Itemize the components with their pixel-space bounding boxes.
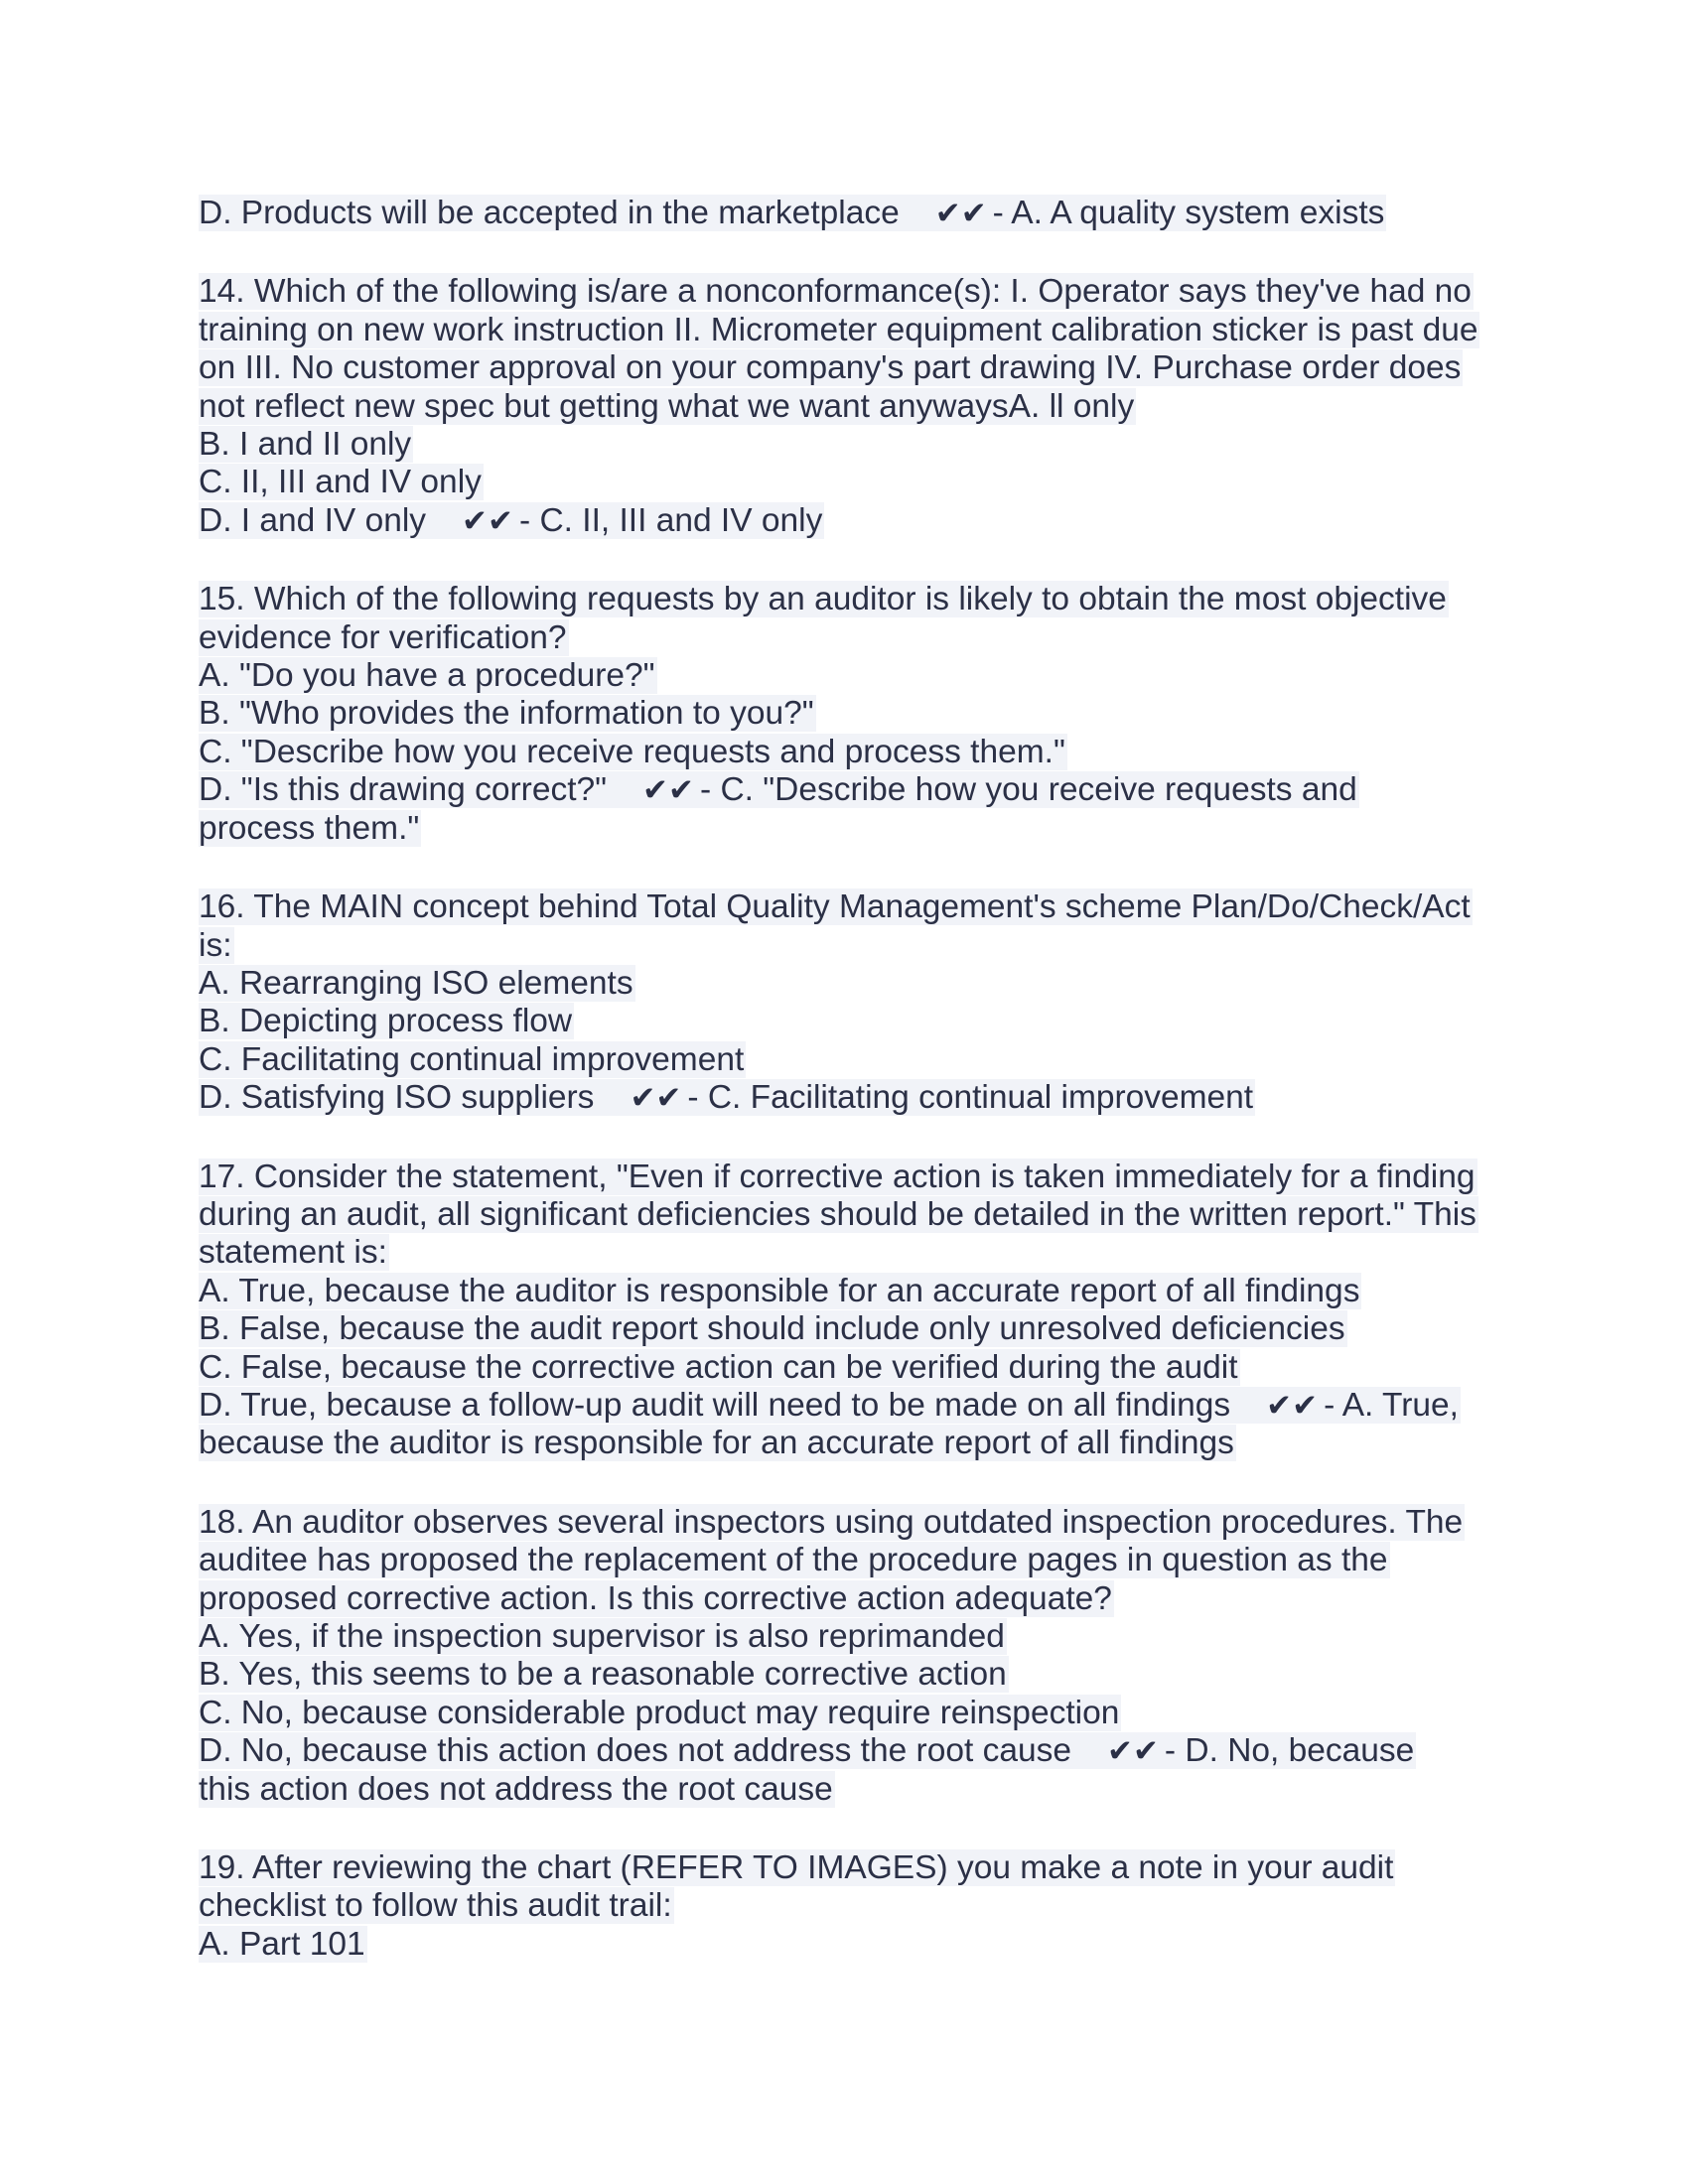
q18-answer: - D. No, because	[1164, 1732, 1415, 1770]
q14-option-d-line	[199, 502, 1489, 540]
q18-option-d: D. No, because this action does not address the root cause	[199, 1732, 1071, 1770]
q15-option-a: A. "Do you have a procedure?"	[199, 657, 655, 695]
q15-option-d: D. "Is this drawing correct?"	[199, 771, 608, 809]
q14-stem-line-4: not reflect new spec but getting what we want anywaysA. ll only	[199, 387, 1135, 425]
q14-answer: - C. II, III and IV only	[519, 501, 823, 539]
q13-answer: - A. A quality system exists	[992, 195, 1385, 231]
q17-option-d: D. True, because a follow-up audit will need to be made on all findings	[199, 1386, 1231, 1424]
document-page	[199, 195, 1489, 1964]
q13-option-d: D. Products will be accepted in the marketplace	[199, 195, 900, 231]
q15-answer: - C. "Describe how you receive requests and	[699, 771, 1357, 809]
double-check-icon: ✔✔	[1266, 1387, 1319, 1424]
q17-option-a: A. True, because the auditor is responsible for an accurate report of all findings	[199, 1272, 1360, 1309]
double-check-icon: ✔✔	[642, 772, 694, 809]
q14-option-c: C. II, III and IV only	[199, 464, 482, 501]
q18-stem-line-3: proposed corrective action. Is this corrective action adequate?	[199, 1579, 1112, 1617]
q16-answer: - C. Facilitating continual improvement	[687, 1079, 1254, 1117]
q15-stem-line-1: 15. Which of the following requests by an auditor is likely to obtain the most objective	[199, 581, 1447, 618]
q18-option-a: A. Yes, if the inspection supervisor is also reprimanded	[199, 1618, 1005, 1655]
q18-option-d-line	[199, 1732, 1489, 1770]
double-check-icon: ✔✔	[1106, 1733, 1159, 1770]
double-check-icon: ✔✔	[462, 502, 513, 539]
q14-option-b: B. I and II only	[199, 426, 412, 464]
q15-option-c: C. "Describe how you receive requests and process them."	[199, 733, 1065, 770]
q14-option-d: D. I and IV only	[199, 501, 427, 539]
q17-option-d-line	[199, 1387, 1489, 1425]
q16-stem-line-1: 16. The MAIN concept behind Total Quality Management's scheme Plan/Do/Check/Act	[199, 888, 1471, 926]
double-check-icon: ✔✔	[934, 196, 987, 231]
q18-stem-line-2: auditee has proposed the replacement of the procedure pages in question as the	[199, 1542, 1388, 1579]
q18-answer-cont: this action does not address the root cause	[199, 1770, 833, 1808]
q15-stem-line-2: evidence for verification?	[199, 618, 567, 656]
q16-option-c: C. Facilitating continual improvement	[199, 1040, 745, 1078]
q14-stem-line-3: on III. No customer approval on your company's part drawing IV. Purchase order does	[199, 349, 1462, 387]
q18-stem-line-1: 18. An auditor observes several inspectors using outdated inspection procedures. The	[199, 1503, 1464, 1541]
q19-stem-line-2: checklist to follow this audit trail:	[199, 1887, 672, 1925]
q17-stem-line-2: during an audit, all significant deficiencies should be detailed in the written report." This	[199, 1195, 1477, 1233]
q19-option-a: A. Part 101	[199, 1925, 365, 1963]
q18-option-c: C. No, because considerable product may require reinspection	[199, 1694, 1120, 1731]
q17-answer: - A. True,	[1324, 1386, 1459, 1424]
q16-option-d: D. Satisfying ISO suppliers	[199, 1079, 595, 1117]
q15-option-d-line	[199, 771, 1489, 809]
q16-stem-line-2: is:	[199, 926, 232, 964]
q16-option-b: B. Depicting process flow	[199, 1003, 573, 1040]
q15-option-b: B. "Who provides the information to you?"	[199, 695, 814, 733]
q17-option-b: B. False, because the audit report should include only unresolved deficiencies	[199, 1310, 1345, 1348]
q16-option-d-line	[199, 1079, 1489, 1117]
q14-stem-line-1: 14. Which of the following is/are a nonconformance(s): I. Operator says they've had no	[199, 273, 1472, 311]
q17-option-c: C. False, because the corrective action can be verified during the audit	[199, 1348, 1238, 1386]
q17-stem-line-1: 17. Consider the statement, "Even if corrective action is taken immediately for a finding	[199, 1158, 1476, 1195]
q17-stem-line-3: statement is:	[199, 1234, 387, 1272]
q13-option-d-line	[199, 195, 1489, 232]
q14-stem-line-2: training on new work instruction II. Micrometer equipment calibration sticker is past due	[199, 311, 1478, 348]
q16-option-a: A. Rearranging ISO elements	[199, 964, 633, 1002]
q18-option-b: B. Yes, this seems to be a reasonable corrective action	[199, 1656, 1007, 1694]
q19-stem-line-1: 19. After reviewing the chart (REFER TO IMAGES) you make a note in your audit	[199, 1849, 1394, 1887]
q15-answer-cont: process them."	[199, 809, 420, 847]
double-check-icon: ✔✔	[630, 1080, 682, 1117]
q17-answer-cont: because the auditor is responsible for an accurate report of all findings	[199, 1425, 1234, 1462]
